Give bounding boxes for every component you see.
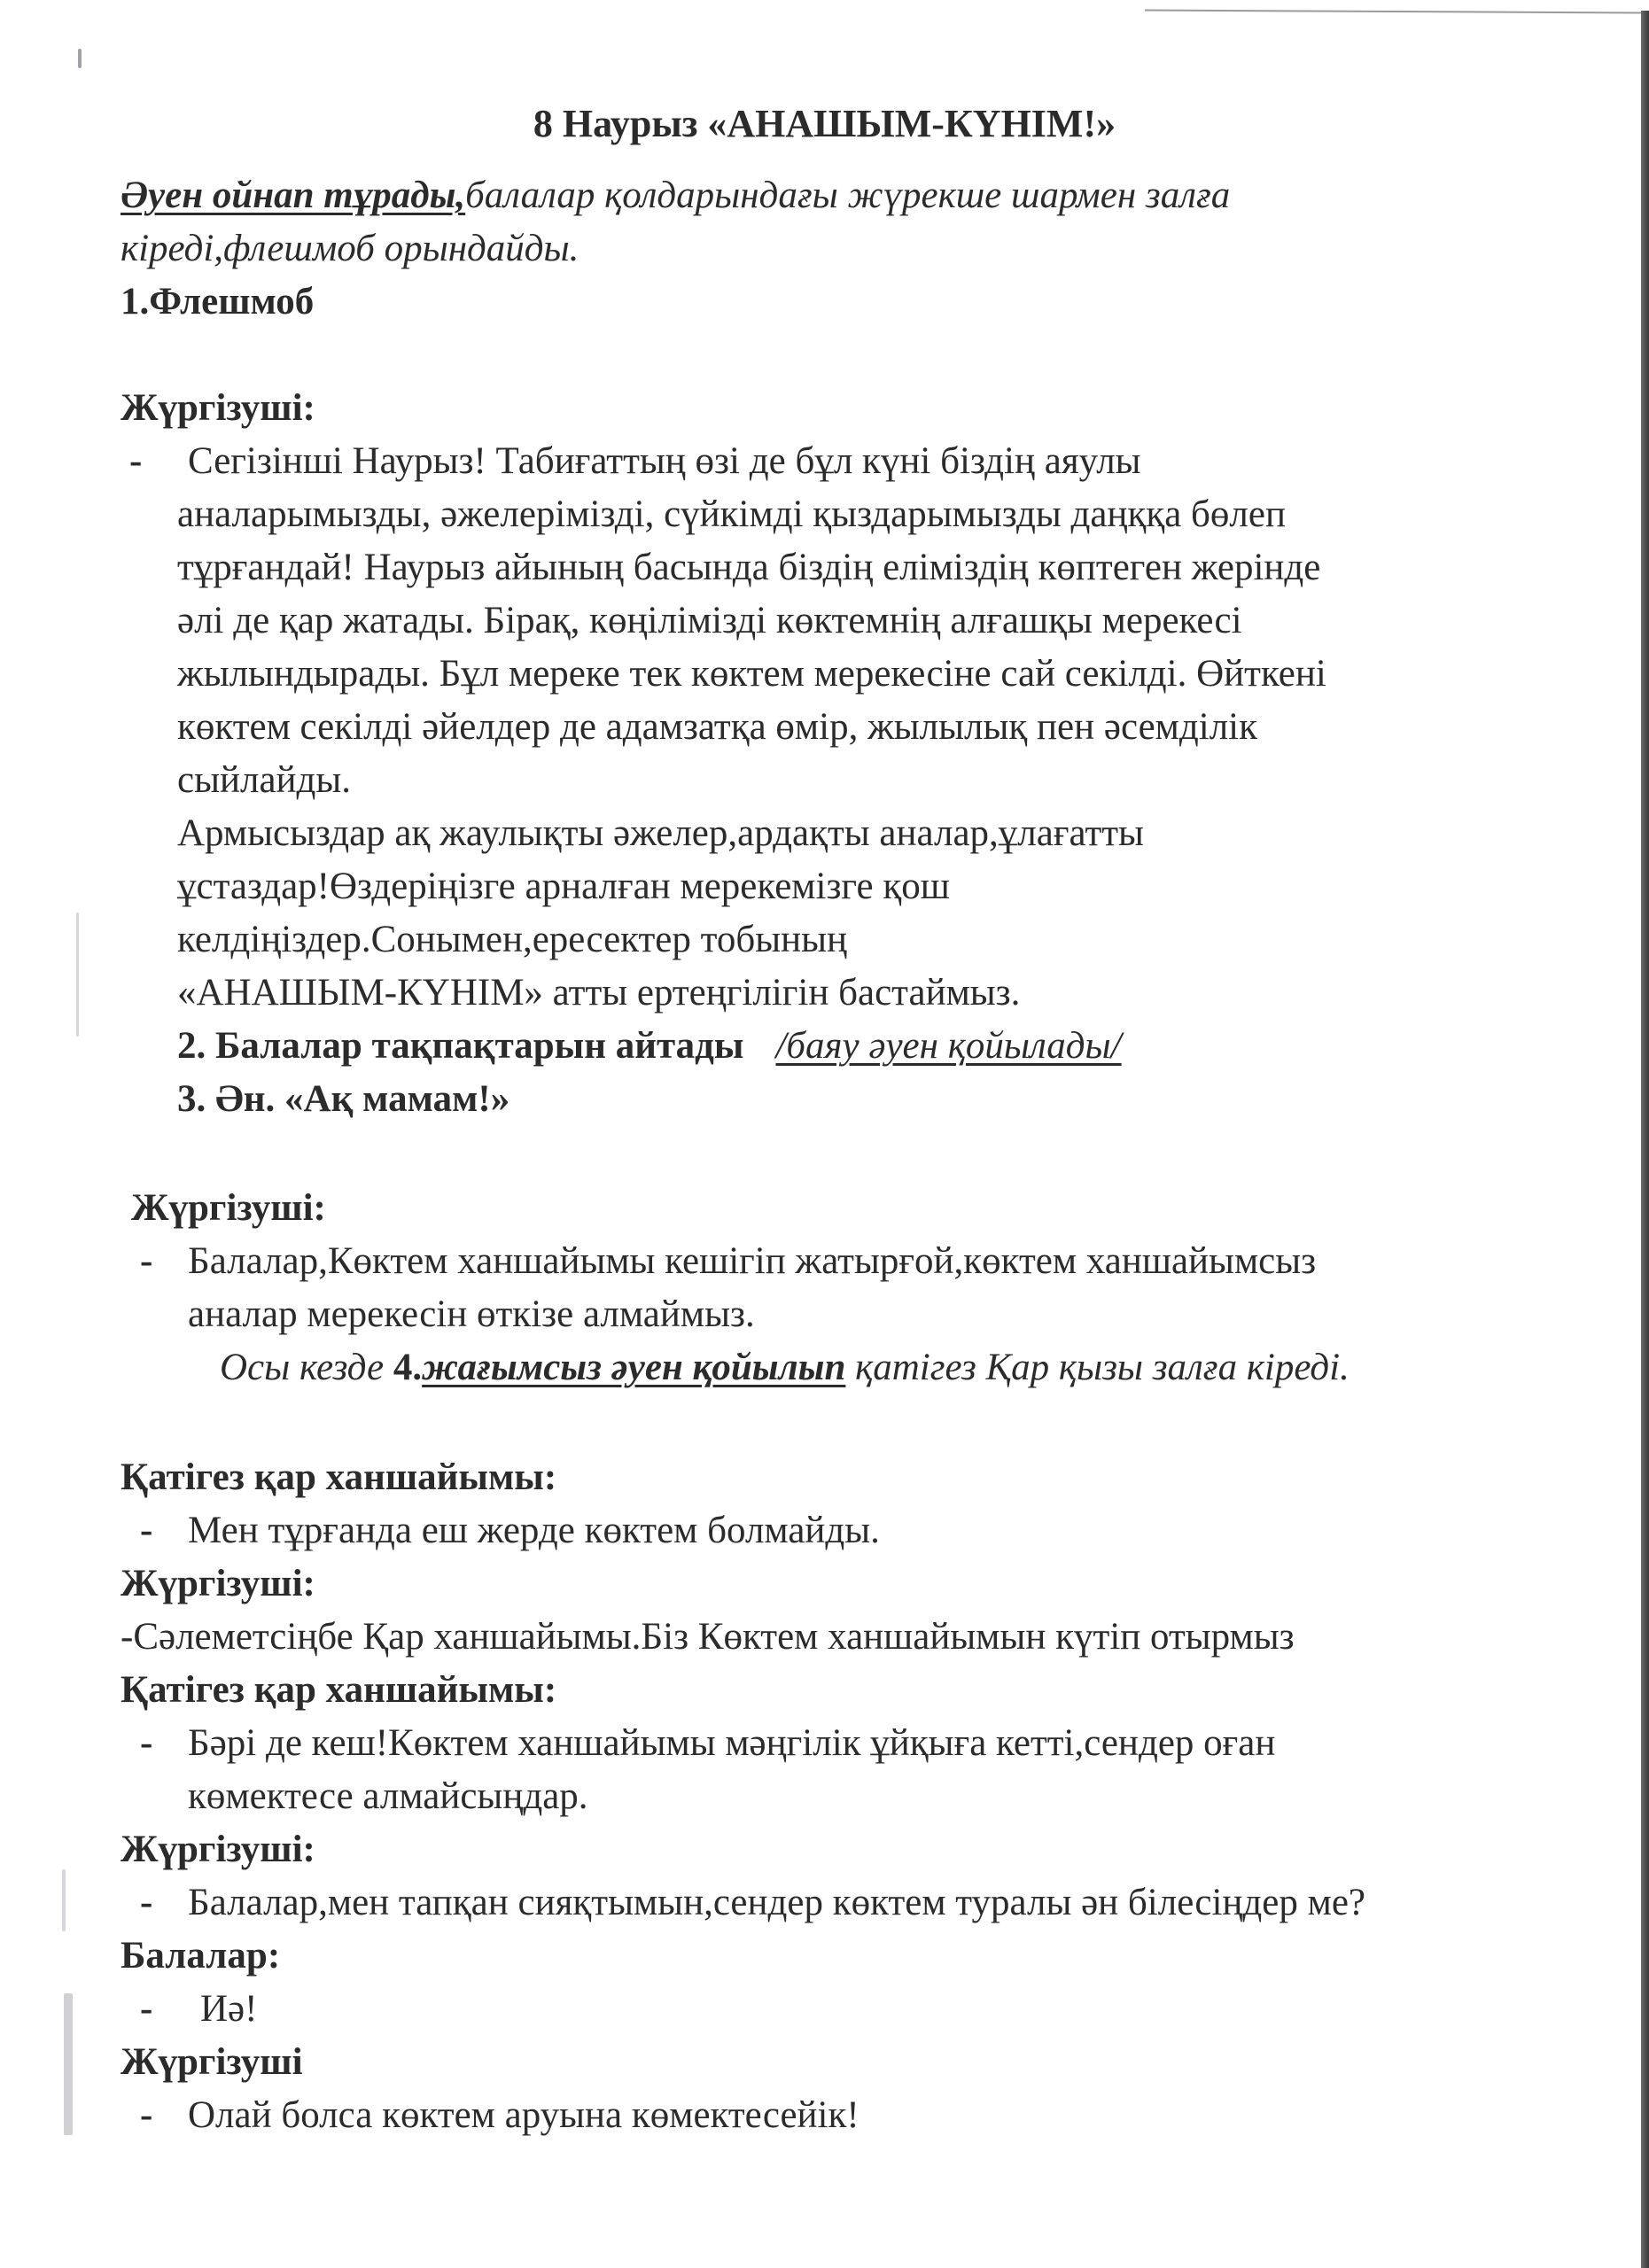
program-item-4-number: 4.	[393, 1347, 423, 1388]
speech-line: әлі де қар жатады. Бірақ, көңілімізді көктемнің алғашқы мерекесі	[177, 600, 1242, 641]
scan-edge-top	[1145, 10, 1641, 14]
bullet-dash: -	[140, 1988, 153, 2030]
speaker-label: Жүргізуші:	[131, 1187, 326, 1229]
intro-line-2: кіреді,флешмоб орындайды.	[121, 228, 579, 269]
speaker-label: Жүргізуші:	[121, 387, 315, 429]
speech-line: жылындырады. Бұл мереке тек көктем мерекесіне сай секілді. Өйткені	[177, 653, 1326, 695]
speech-line: «АНАШЫМ-КҮНІМ» атты ертеңгілігін бастаймыз.	[177, 972, 1021, 1014]
speaker-label: Жүргізуші:	[121, 1829, 315, 1870]
speaker-label: Қатігез қар ханшайымы:	[121, 1456, 557, 1498]
scan-edge-right	[1641, 11, 1649, 2268]
bullet-dash: -	[140, 1882, 153, 1923]
speech-line: Сегізінші Наурыз! Табиғаттың өзі де бұл күні біздің аяулы	[188, 440, 1141, 482]
speech-line: Армысыздар ақ жаулықты әжелер,ардақты аналар,ұлағатты	[177, 812, 1144, 854]
intro-line-1	[121, 171, 1230, 221]
scan-artifact	[76, 913, 79, 1037]
speech-line: Иә!	[200, 1988, 258, 2030]
bullet-dash: -	[140, 1240, 153, 1282]
program-item-2-label: 2. Балалар тақпақтарын айтады	[177, 1025, 744, 1067]
speech-line: -Сәлеметсіңбе Қар ханшайымы.Біз Көктем ханшайымын күтіп отырмыз	[121, 1616, 1295, 1658]
speech-line: сыйлайды.	[177, 759, 352, 801]
speech-line: көмектесе алмайсыңдар.	[188, 1775, 588, 1817]
scan-artifact	[62, 1869, 66, 1931]
document-title: 8 Наурыз «АНАШЫМ-КҮНІМ!»	[533, 102, 1116, 145]
program-item-3: 3. Ән. «Ақ мамам!»	[177, 1078, 510, 1120]
bullet-dash: -	[140, 1510, 153, 1551]
scan-artifact	[78, 49, 82, 68]
program-item-1: 1.Флешмоб	[121, 281, 315, 322]
stage-note: /баяу әуен қойылады/	[775, 1025, 1122, 1067]
speech-line: аналар мерекесін өткізе алмаймыз.	[188, 1293, 755, 1335]
speaker-label: Жүргізуші	[121, 2041, 303, 2083]
stage-direction-text: қатігез Қар қызы залға кіреді.	[845, 1347, 1350, 1388]
speech-line: Балалар,Көктем ханшайымы кешігіп жатырғой,көктем ханшайымсыз	[188, 1240, 1317, 1282]
scan-artifact	[64, 1993, 73, 2135]
bullet-dash: -	[140, 2094, 153, 2136]
speech-line: Олай болса көктем аруына көмектесейік!	[188, 2094, 860, 2136]
speaker-label: Балалар:	[121, 1935, 281, 1977]
program-item-2	[177, 1021, 1122, 1071]
speech-line: тұрғандай! Наурыз айының басында біздің еліміздің көптеген жерінде	[177, 547, 1321, 588]
speech-line: аналарымызды, әжелерімізді, сүйкімді қыздарымызды даңққа бөлеп	[177, 493, 1286, 535]
bullet-dash: -	[140, 1722, 153, 1764]
speech-line: Балалар,мен тапқан сияқтымын,сендер көктем туралы ән білесіңдер ме?	[188, 1882, 1366, 1923]
stage-direction	[220, 1343, 1350, 1393]
program-item-4-label: жағымсыз әуен қойылып	[422, 1347, 846, 1388]
intro-stage-direction: Әуен ойнап тұрады,	[121, 175, 466, 216]
speech-line: Мен тұрғанда еш жерде көктем болмайды.	[188, 1510, 880, 1551]
speech-line: көктем секілді әйелдер де адамзатқа өмір, жылылық пен әсемділік	[177, 706, 1257, 748]
speech-line: келдіңіздер.Сонымен,ересектер тобының	[177, 919, 848, 960]
stage-direction-text: Осы кезде	[220, 1347, 393, 1388]
bullet-dash: -	[129, 440, 143, 482]
speaker-label: Қатігез қар ханшайымы:	[121, 1669, 557, 1711]
speech-line: Бәрі де кеш!Көктем ханшайымы мәңгілік ұйқыға кетті,сендер оған	[188, 1722, 1276, 1764]
speech-line: ұстаздар!Өздеріңізге арналған мерекемізге қош	[177, 866, 950, 907]
speaker-label: Жүргізуші:	[121, 1563, 315, 1604]
intro-text: балалар қолдарындағы жүрекше шармен залға	[465, 175, 1231, 216]
